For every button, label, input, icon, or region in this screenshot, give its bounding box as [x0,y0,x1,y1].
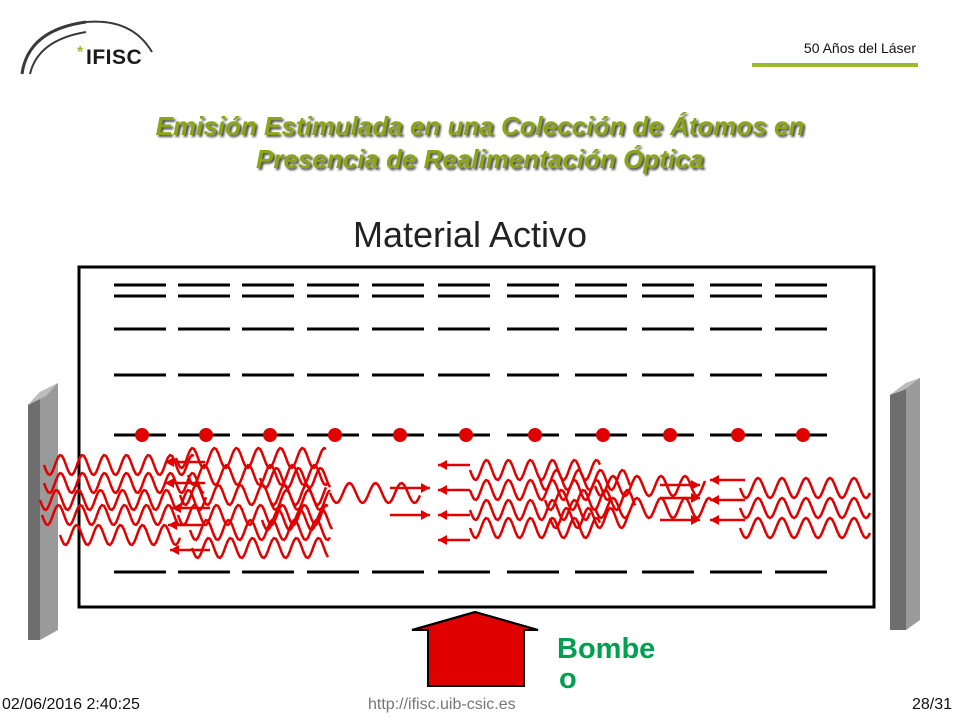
photon-arrow-head [710,495,719,505]
photon-wave [740,498,870,518]
photon-arrow-head [421,483,430,493]
right-mirror-side [890,383,906,630]
photon-arrow-head [691,480,700,490]
pump-label-line2: o [559,663,577,695]
pump-label-line1: Bombe [557,633,656,665]
pump-label [557,634,655,694]
slide-title-line2: Presencia de Realimentación Óptica [256,144,704,174]
photon-wave [176,448,326,468]
excited-atom [731,428,745,442]
excited-atom [135,428,149,442]
excited-atom [459,428,473,442]
excited-atom [663,428,677,442]
photon-wave [330,483,420,503]
photon-wave [740,518,870,538]
excited-atom [393,428,407,442]
photon-wave [740,478,870,498]
photon-wave [470,518,600,538]
photon-wave [188,465,328,485]
logo-text: IFISC [86,46,143,69]
photon-arrow-head [438,460,447,470]
excited-atom [263,428,277,442]
photon-arrow-head [438,535,447,545]
photon-arrow-head [438,485,447,495]
photon-arrow-head [421,510,430,520]
photon-wave [190,520,330,540]
footer-date: 02/06/2016 2:40:25 [2,696,140,713]
conference-label: 50 Años del Láser [803,40,916,56]
photon-arrow-head [438,510,447,520]
pump-arrow [412,612,538,686]
excited-atom [796,428,810,442]
left-mirror-side [28,392,40,640]
logo-star-icon: * [77,44,84,61]
excited-atom [199,428,213,442]
photon-arrow-head [710,515,719,525]
photon-wave [192,538,328,558]
excited-atom [328,428,342,442]
slide-title-line1: Emisión Estimulada en una Colección de Átomos en [155,111,805,141]
right-mirror [906,378,920,630]
photon-arrow-head [168,520,177,530]
photon-arrow-head [170,545,179,555]
photon-arrow-head [710,475,719,485]
footer-page-number: 28/31 [911,696,952,713]
excited-atom [528,428,542,442]
footer-url[interactable]: http://ifisc.uib-csic.es [368,696,516,713]
excited-atom [596,428,610,442]
photon-wave [550,508,630,528]
slide-subtitle: Material Activo [352,214,588,255]
